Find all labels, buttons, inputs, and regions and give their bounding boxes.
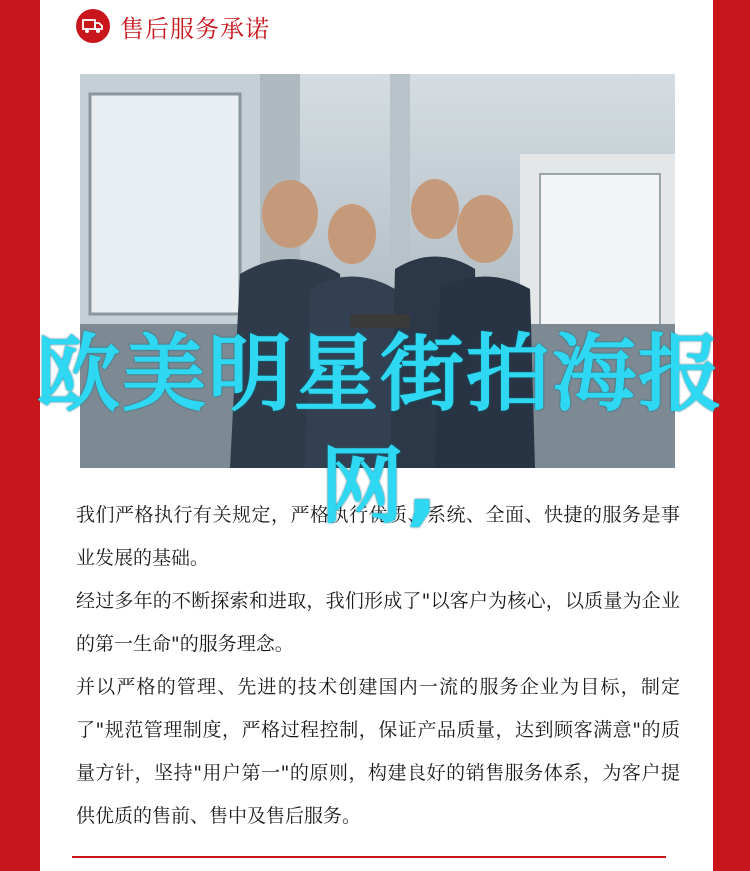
overlay-title: 欧美明星街拍海报网,	[35, 325, 724, 535]
paragraph-3: 并以严格的管理、先进的技术创建国内一流的服务企业为目标，制定了"规范管理制度，严格过程控制，保证产品质量，达到顾客满意"的质量方针，坚持"用户第一"的原则，构建良好的销售服务体系，为客户提供优质的售前、售中及售后服务。	[76, 676, 680, 827]
body-text	[76, 494, 680, 838]
section-title: 售后服务承诺	[120, 14, 270, 43]
paragraph-2: 经过多年的不断探索和进取，我们形成了"以客户为核心，以质量为企业的第一生命"的服务理念。	[76, 590, 680, 655]
paragraph-1: 我们严格执行有关规定，严格执行优质、系统、全面、快捷的服务是事业发展的基础。	[76, 504, 680, 569]
bottom-divider	[72, 856, 666, 858]
delivery-truck-icon	[76, 9, 110, 43]
section-header	[76, 8, 270, 44]
workshop-photo	[80, 74, 675, 468]
